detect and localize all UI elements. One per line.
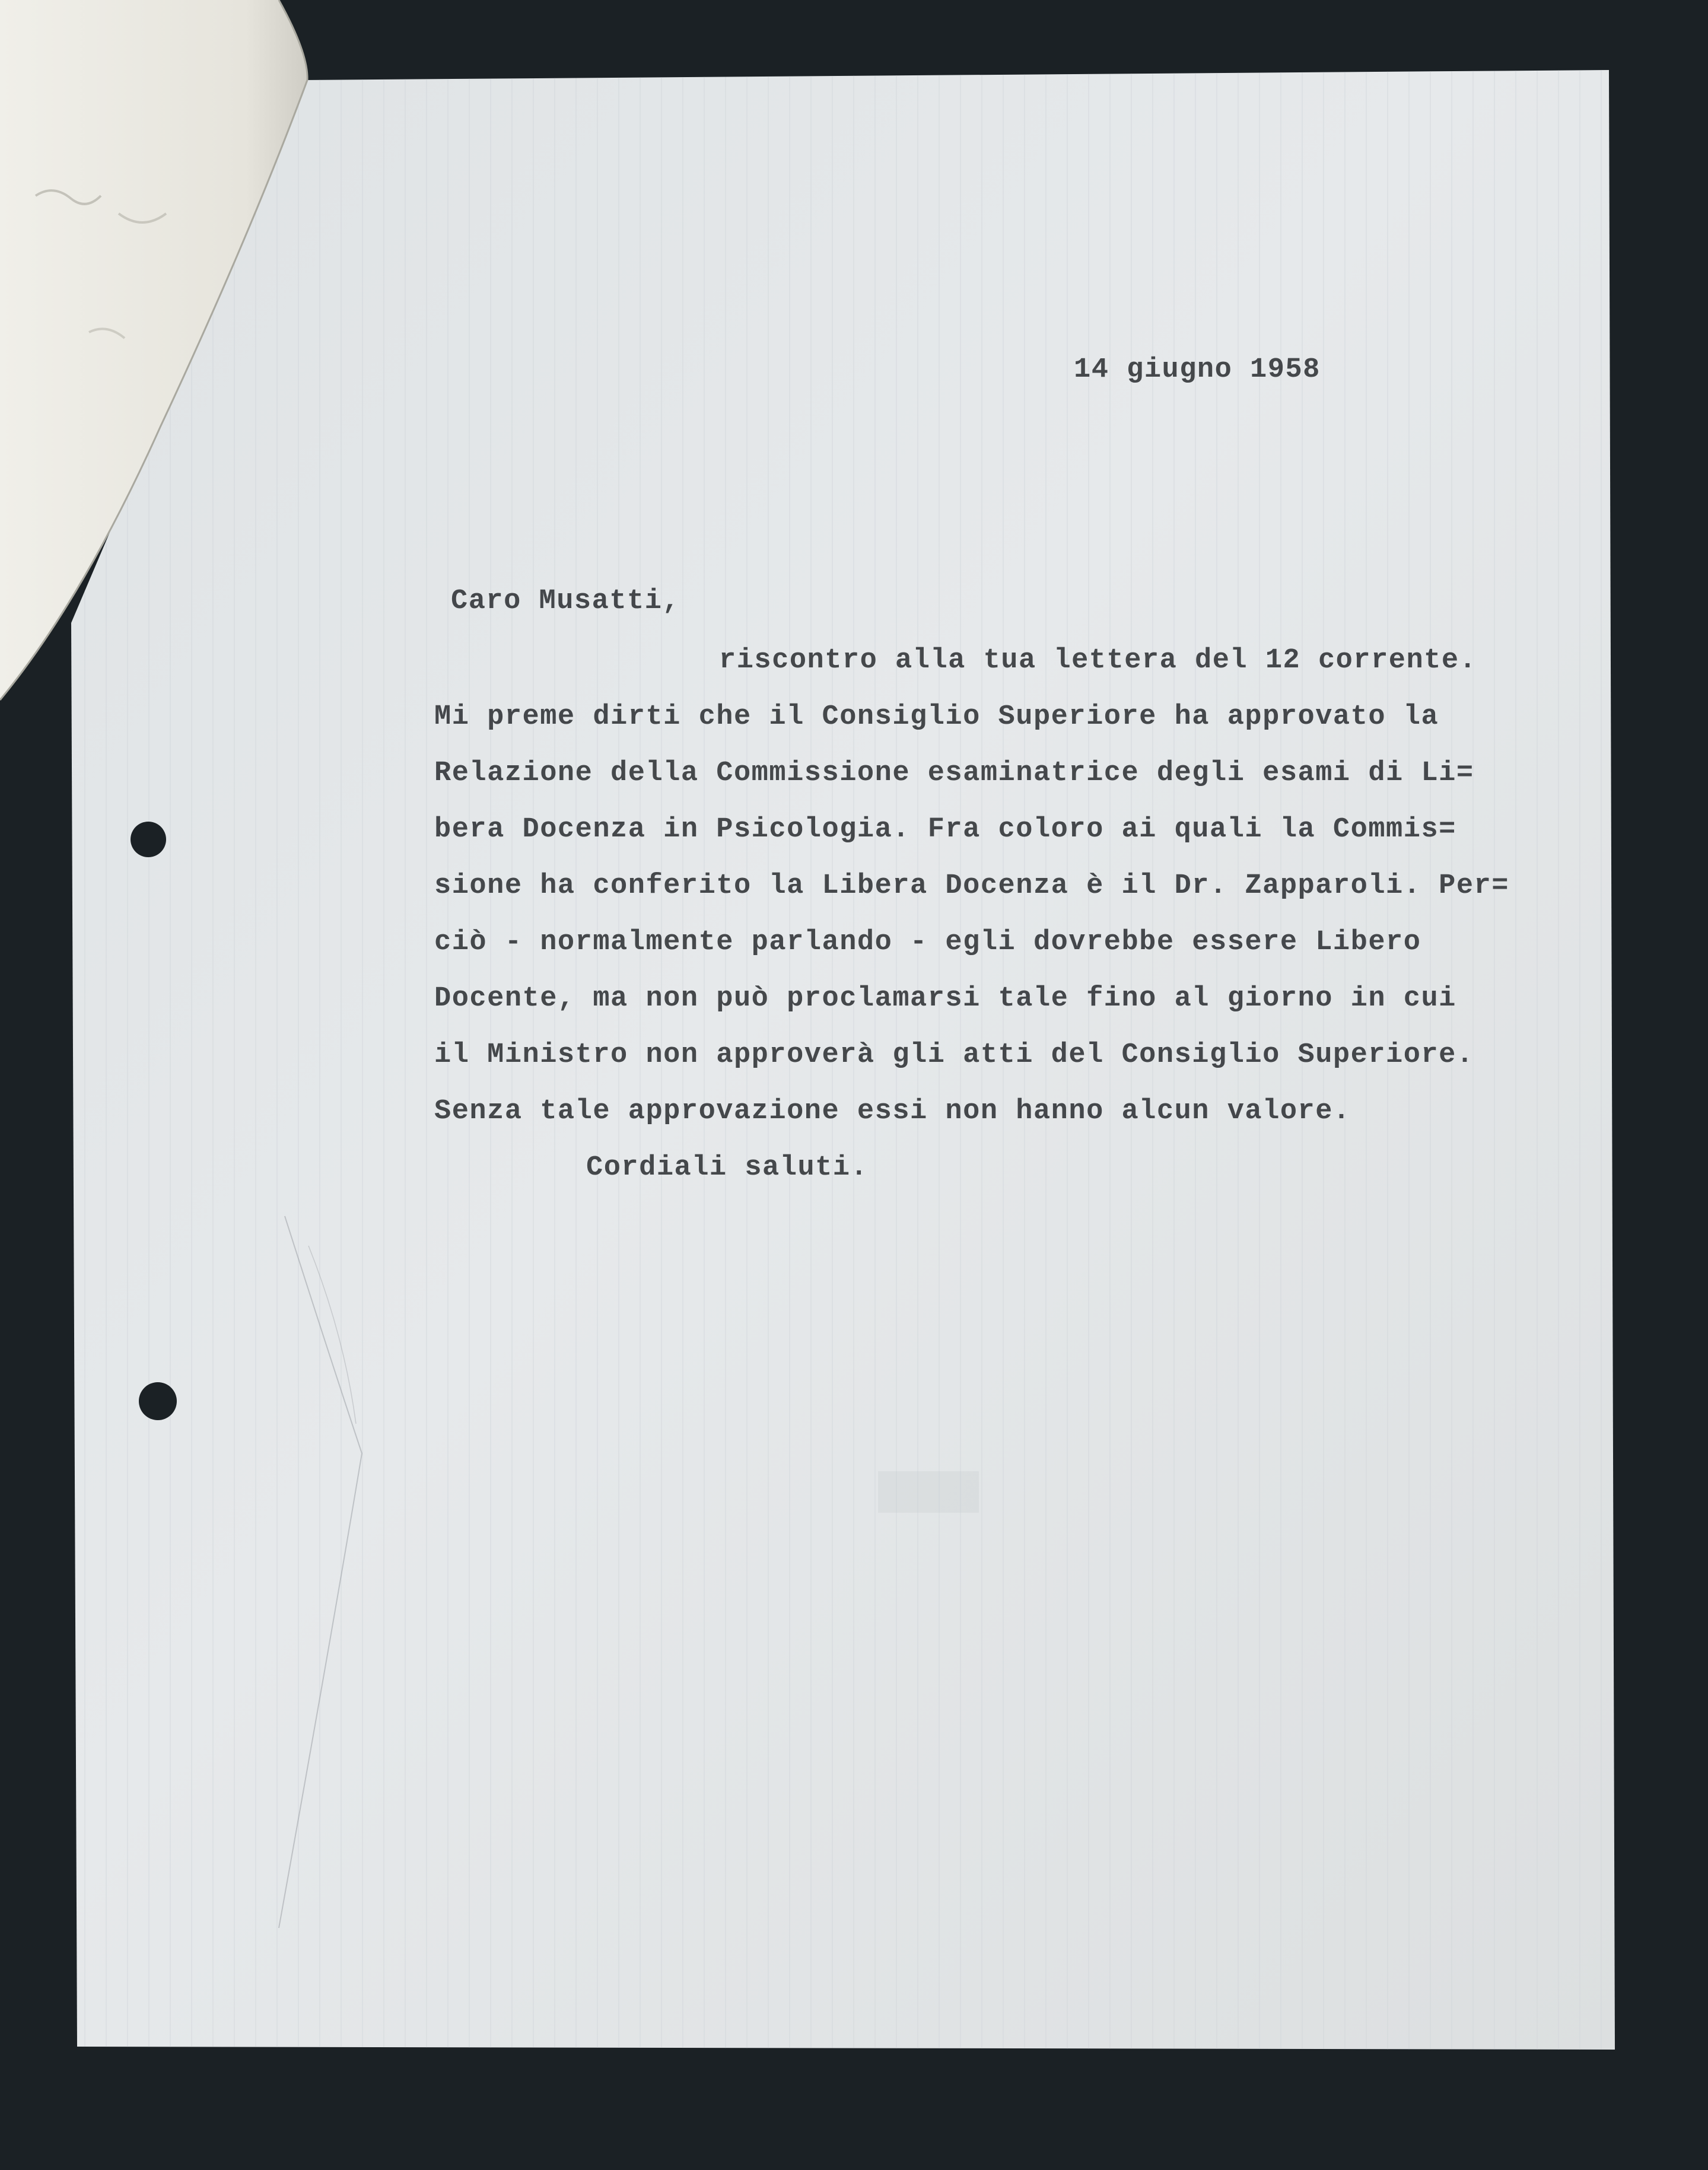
letter-body-line: Relazione della Commissione esaminatrice degli esami di Li= [434, 758, 1474, 789]
letter-body-line: Docente, ma non può proclamarsi tale fino al giorno in cui [434, 983, 1456, 1014]
binder-hole-top [131, 822, 166, 857]
letter-body-line: Senza tale approvazione essi non hanno alcun valore. [434, 1096, 1351, 1127]
letter-date: 14 giugno 1958 [1074, 354, 1321, 386]
letter-closing: Cordiali saluti. [586, 1152, 869, 1183]
letter-body-line: bera Docenza in Psicologia. Fra coloro ai quali la Commis= [434, 814, 1456, 845]
letter-body-line: Mi preme dirti che il Consiglio Superiore ha approvato la [434, 701, 1439, 733]
letter-body-line: il Ministro non approverà gli atti del Consiglio Superiore. [434, 1039, 1474, 1071]
letter-body-line: ciò - normalmente parlando - egli dovrebbe essere Libero [434, 927, 1421, 958]
binder-hole-bottom [139, 1382, 177, 1420]
letter-body-line: sione ha conferito la Libera Docenza è il Dr. Zapparoli. Per= [434, 870, 1509, 902]
letter-salutation: Caro Musatti, [451, 586, 680, 617]
letter-body-line: riscontro alla tua lettera del 12 corrente. [719, 645, 1477, 676]
